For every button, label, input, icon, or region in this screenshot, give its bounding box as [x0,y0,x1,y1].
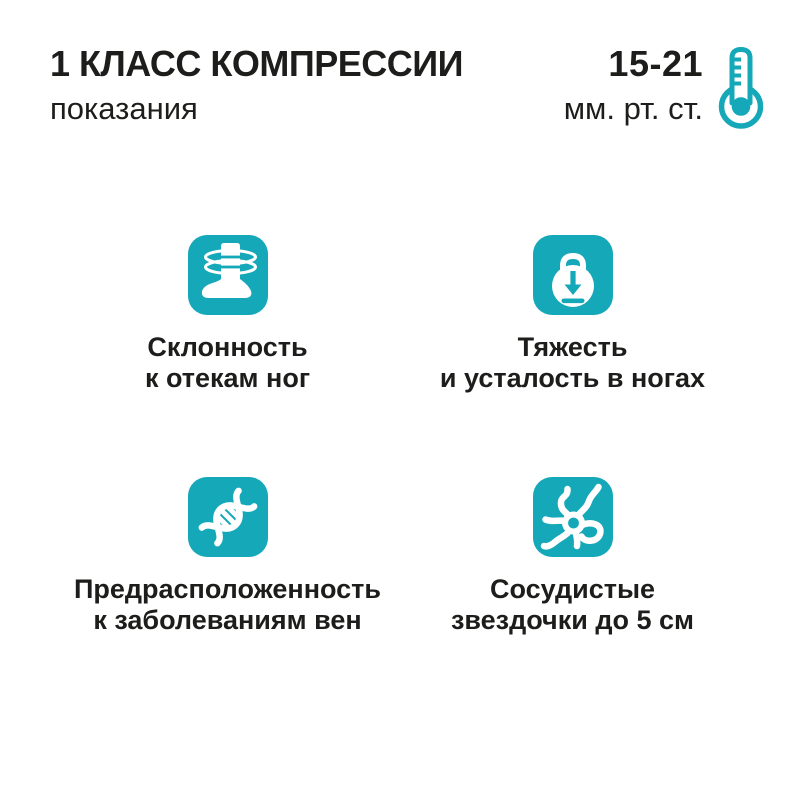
indication-card [55,477,400,635]
indication-label-line: звездочки до 5 см [451,604,694,635]
indication-label-line: и усталость в ногах [439,362,706,393]
dna-icon [188,477,268,557]
indication-label [55,332,400,393]
indications-grid [55,235,745,635]
indication-label-line: Сосудистые [489,574,656,604]
pressure-text [563,43,703,126]
thermometer-icon [718,47,764,129]
indication-label [400,574,745,635]
indication-card [55,235,400,393]
indication-label [400,332,745,393]
pressure-value: 15-21 [608,43,703,84]
ankle-compression-icon [188,235,268,315]
indication-card [400,235,745,393]
indication-label-line: к отекам ног [144,362,311,393]
pressure-block [563,43,764,129]
title-block [50,43,463,126]
indication-label-line: Склонность [147,332,308,362]
spider-veins-icon [533,477,613,557]
pressure-unit: мм. рт. ст. [563,91,703,126]
indication-label [55,574,400,635]
indication-label-line: Тяжесть [517,332,628,362]
indication-label-line: Предрасположенность [73,574,382,604]
indication-label-line: к заболеваниям вен [93,604,362,635]
kettlebell-weight-icon [533,235,613,315]
page-title: 1 КЛАСС КОМПРЕССИИ [50,43,463,84]
page-subtitle: показания [50,91,198,126]
indication-card [400,477,745,635]
header [0,0,800,129]
